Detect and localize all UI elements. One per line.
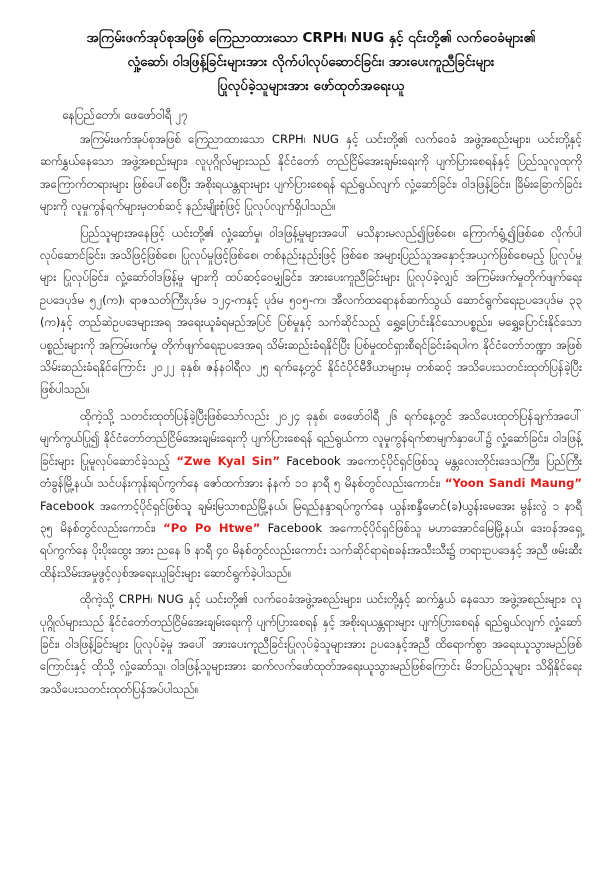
title-line-1: အကြမ်းဖက်အုပ်စုအဖြစ် ကြေညာထားသော CRPH၊ NUG နှင့် ၎င်းတို့၏ လက်ဝေခံများ၏ (86, 30, 536, 46)
paragraph-1: အကြမ်းဖက်အုပ်စုအဖြစ် ကြေညာထားသော CRPH၊ NUG နှင့် ယင်းတို့၏ လက်ဝေခံ အဖွဲ့အစည်းများ၊ ယင်းတို့နှင့် ဆက်နွှယ်နေသော အဖွဲ့အစည်းများ၊ လူပုဂ္ဂိုလ်များသည် နိုင်ငံတော် တည်ငြိမ်အေးချမ်းရေးကို ပျက်ပြားစေရန်နှင့် ပြည်သူလူထုကို အကြောက်တရားများ ဖြစ်ပေါ်စေပြီး အစိုးရယန္တရားများ ပျက်ပြားစေရန် ရည်ရွယ်လျက် လှုံ့ဆော်ခြင်း၊ ဝါဒဖြန့်ခြင်း၊ ခြိမ်းခြောက်ခြင်းများကို လူမှုကွန်ရက်များမှတစ်ဆင့် နည်းမျိုးစုံဖြင့် ပြုလုပ်လျက်ရှိပါသည်။ (40, 132, 582, 214)
paragraph-3-text-d: Facebook အကောင့်ပိုင်ရှင်ဖြစ်သူ မဟာအောင်မြေမြို့နယ်၊ ဒေးဝန်အရှေ့ရပ်ကွက်နေ ပိုးပိုးထွေး အား ညနေ ၆ နာရီ ၄၀ မိနစ်တွင်လည်းကောင်း သက်ဆိုင်ရာရဲစခန်းအသီးသီး၌ တရားဥပဒေနှင့် အညီ ဖမ်းဆီးထိန်းသိမ်းအမှုဖွင့်လှစ်အရေးယူခြင်းများ ဆောင်ရွက်ခဲ့ပါသည်။ (40, 520, 582, 580)
title-line-2: လှုံ့ဆော်၊ ဝါဒဖြန့်ခြင်းများအား လိုက်ပါလုပ်ဆောင်ခြင်း၊ အားပေးကူညီခြင်းများ (127, 54, 495, 70)
facebook-account-name-3: “Po Po Htwe” (163, 520, 261, 535)
paragraph-3-text-a: ထိုကဲ့သို့ သတင်းထုတ်ပြန်ခဲ့ပြီးဖြစ်သော်လည်း ၂၀၂၄ ခုနှစ်၊ ဖေဖော်ဝါရီ ၂၆ ရက်နေ့တွင် အသိပေးထုတ်ပြန်ချက်အပေါ် မျက်ကွယ်ပြု၍ နိုင်ငံတော်တည်ငြိမ်အေးချမ်းရေးကို ပျက်ပြားစေရန် ရည်ရွယ်ကာ လူမှုကွန်ရက်စာမျက်နှာပေါ်၌ လှုံ့ဆော်ခြင်း၊ ဝါဒဖြန့်ခြင်းများ ပြုမူလုပ်ဆောင်ခဲ့သည့် (40, 408, 582, 468)
paragraph-3-text-c: Facebook အကောင့်ပိုင်ရှင်ဖြစ်သူ ချမ်းမြသာစည်မြို့နယ်၊ မြရည်နန္ဒာရပ်ကွက်နေ ယွန်းစန္ဒီမောင်(ခ)ယွန်းမေအေး မွန်းလွဲ ၁ နာရီ ၃၅ မိနစ်တွင်လည်းကောင်း၊ (40, 498, 582, 535)
article-title (40, 26, 582, 98)
facebook-account-name-2: “Yoon Sandi Maung” (444, 476, 583, 491)
paragraph-4: ထိုကဲ့သို့ CRPH၊ NUG နှင့် ယင်းတို့၏ လက်ဝေခံအဖွဲ့အစည်းများ၊ ယင်းတို့နှင့် ဆက်နွှယ် နေသော အဖွဲ့အစည်းများ၊ လူပုဂ္ဂိုလ်များသည် နိုင်ငံတော်တည်ငြိမ်အေးချမ်းရေးကို ပျက်ပြားစေရန် နှင့် အစိုးရယန္တရားများ ပျက်ပြားစေရန် ရည်ရွယ်လျက် လှုံ့ဆော်ခြင်း၊ ဝါဒဖြန့်ခြင်းများ ပြုလုပ်ခဲ့မှု အပေါ် အားပေးကူညီခြင်းပြုလုပ်ခဲ့သူများအား ဥပဒေနှင့်အညီ ထိရောက်စွာ အရေးယူသွားမည်ဖြစ် ကြောင်းနှင့် ထိုသို့ လှုံ့ဆော်သူ၊ ဝါဒဖြန့်သူများအား ဆက်လက်ဖော်ထုတ်အရေးယူသွားမည်ဖြစ်ကြောင်း မိဘပြည်သူများ သိရှိနိုင်ရေး အသိပေးသတင်းထုတ်ပြန်အပ်ပါသည်။ (40, 592, 582, 696)
facebook-account-name-1: “Zwe Kyal Sin” (176, 453, 281, 468)
dateline: နေပြည်တော်၊ ဖေဖော်ဝါရီ ၂၇ (62, 108, 188, 122)
paragraph-3 (40, 405, 582, 584)
title-line-3: ပြုလုပ်ခဲ့သူများအား ဖော်ထုတ်အရေးယူ (217, 78, 405, 94)
paragraph-3-text-b: Facebook အကောင့်ပိုင်ရှင်ဖြစ်သူ မန္တလေးတိုင်းဒေသကြီး၊ ပြည်ကြီးတံခွန်မြို့နယ်၊ သင်ပန်းကုန်းရပ်ကွက်နေ ဇော်ထက်အား နံနက် ၁၁ နာရီ ၅ မိနစ်တွင်လည်းကောင်း၊ (40, 453, 582, 491)
paragraph-2: ပြည်သူများအနေဖြင့် ယင်းတို့၏ လှုံ့ဆော်မှု၊ ဝါဒဖြန့်မှုများအပေါ် မသိနားမလည်၍ဖြစ်စေ၊ ကြောက်ရွံ့၍ဖြစ်စေ လိုက်ပါလုပ်ဆောင်ခြင်း၊ အသိဖြင့်ဖြစ်စေ၊ ပြုလုပ်မှုဖြင့်ဖြစ်စေ၊ တစ်နည်းနည်းဖြင့် ဖြစ်စေ အများပြည်သူအနှောင့်အယှက်ဖြစ်စေမည့် ပြုလုပ်မှုများ ပြုလုပ်ခြင်း၊ လှုံ့ဆော်ဝါဒဖြန့်မှု များကို ထပ်ဆင့်ဝေမျှခြင်း၊ အားပေးကူညီခြင်းများ ပြုလုပ်ခဲ့လျှင် အကြမ်းဖက်မှုတိုက်ဖျက်ရေး ဥပဒေပုဒ်မ ၅၂(က)၊ ရာဇသတ်ကြီးပုဒ်မ ၁၂၄-ကနှင့် ပုဒ်မ ၅၀၅-က၊ အီလက်ထရောနစ်ဆက်သွယ် ဆောင်ရွက်ရေးဥပဒေပုဒ်မ ၃၃ (က)နှင့် တည်ဆဲဥပဒေများအရ အရေးယူခံရမည်အပြင် ပြစ်မှုနှင့် သက်ဆိုင်သည့် ရွှေ့ပြောင်းနိုင်သောပစ္စည်း၊ မရွှေ့ပြောင်းနိုင်သောပစ္စည်းများကို အကြမ်းဖက်မှု တိုက်ဖျက်ရေးဥပဒေအရ သိမ်းဆည်းခံရနိုင်ပြီး ပြစ်မှုထင်ရှားစီရင်ခြင်းခံရပါက နိုင်ငံတော်ဘဏ္ဍာ အဖြစ် သိမ်းဆည်းခံရနိုင်ကြောင်း ၂၀၂၂ ခုနှစ်၊ ဇန်နဝါရီလ ၂၅ ရက်နေ့တွင် နိုင်ငံပိုင်မီဒီယာများမှ တစ်ဆင့် အသိပေးသတင်းထုတ်ပြန်ခဲ့ပြီး ဖြစ်ပါသည်။ (40, 225, 582, 397)
